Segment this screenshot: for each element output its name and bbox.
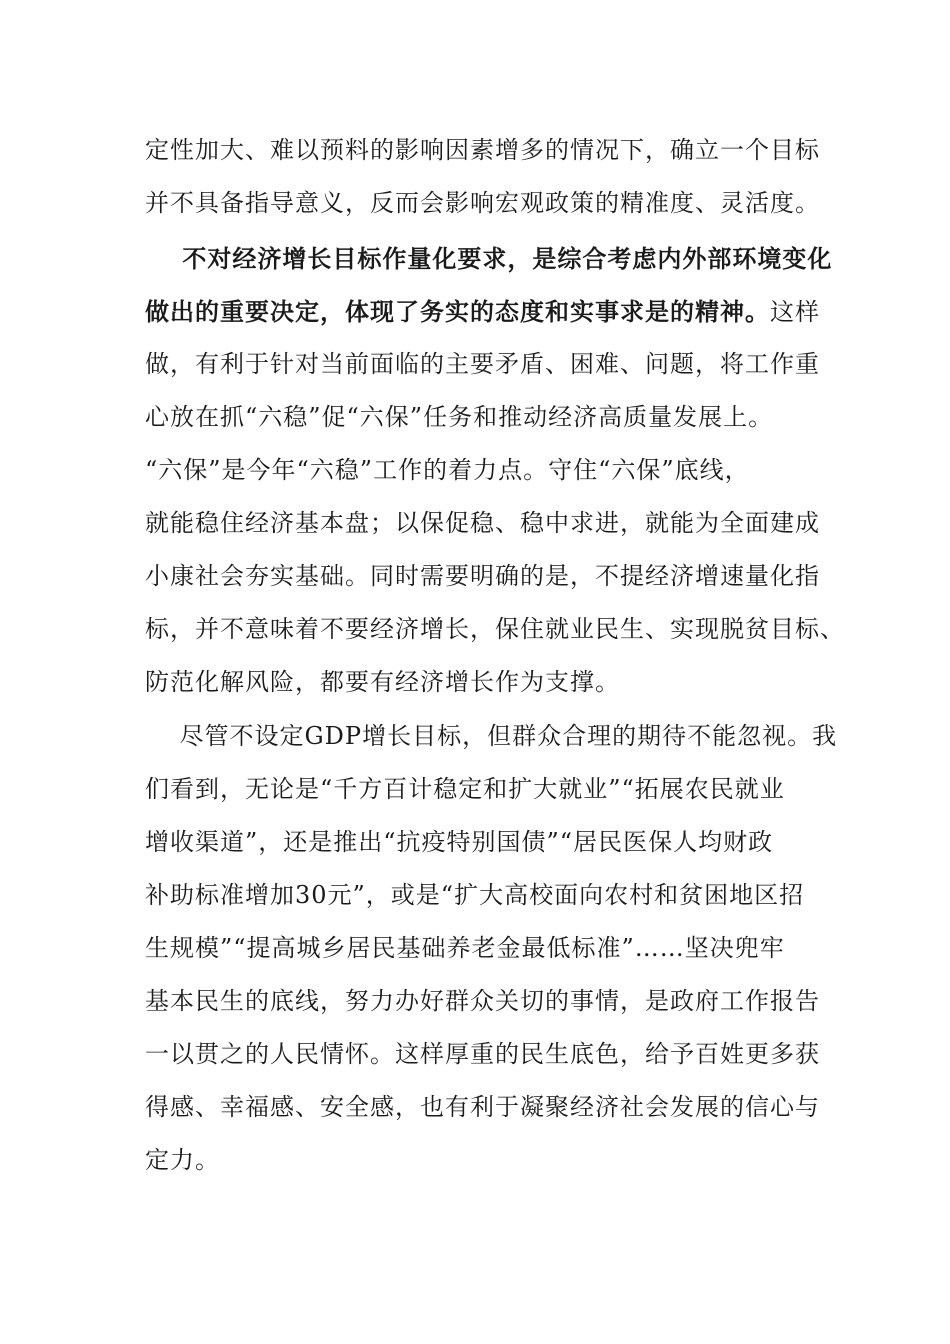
text-line [145,1081,825,1134]
text-line [145,550,825,603]
text-line [145,444,825,497]
text-run: 尽管不设定GDP增长目标，但群众合理的期待不能忽视。我 [145,722,838,750]
text-line [145,816,825,869]
text-run: 小康社会夯实基础。同时需要明确的是，不提经济增速量化指 [145,562,820,590]
text-run: 们看到，无论是“千方百计稳定和扩大就业”“拓展农民就业 [145,775,785,803]
text-line [145,338,825,391]
text-line [145,1028,825,1081]
text-line [145,869,825,922]
text-run: 定力。 [145,1146,220,1174]
text-run: 定性加大、难以预料的影响因素增多的情况下，确立一个目标 [145,136,820,164]
text-run: 做，有利于针对当前面临的主要矛盾、困难、问题，将工作重 [145,350,820,378]
text-run: 并不具备指导意义，反而会影响宏观政策的精准度、灵活度。 [145,189,820,217]
text-run: 标，并不意味着不要经济增长，保住就业民生、实现脱贫目标、 [145,615,845,643]
text-line [145,922,825,975]
paragraph-1 [145,124,825,230]
text-run: “六保”是今年“六稳”工作的着力点。守住“六保”底线， [145,456,750,484]
text-line [145,603,845,656]
text-line [145,710,838,763]
text-run: 基本民生的底线，努力办好群众关切的事情，是政府工作报告 [145,987,820,1015]
text-run: 补助标准增加30元”，或是“扩大高校面向农村和贫困地区招 [145,881,805,909]
text-run: 就能稳住经济基本盘；以保促稳、稳中求进，就能为全面建成 [145,509,820,537]
text-run: 防范化解风险，都要有经济增长作为支撑。 [145,668,620,696]
text-line [145,124,825,177]
text-run: 这样 [770,298,820,326]
bold-text-run: 不对经济增长目标作量化要求，是综合考虑内外部环境变化 [145,244,833,273]
paragraph-3 [145,710,838,1187]
text-run: 心放在抓“六稳”促“六保”任务和推动经济高质量发展上。 [145,403,774,431]
text-line [145,232,833,285]
text-line [145,497,825,550]
bold-text-run: 做出的重要决定，体现了务实的态度和实事求是的精神。 [145,297,770,326]
text-run: 一以贯之的人民情怀。这样厚重的民生底色，给予百姓更多获 [145,1040,820,1068]
text-line [145,763,825,816]
text-line [145,656,825,709]
text-run: 生规模”“提高城乡居民基础养老金最低标准”……坚决兜牢 [145,934,785,962]
text-run: 增收渠道”，还是推出“抗疫特别国债”“居民医保人均财政 [145,828,774,856]
text-line [145,177,825,230]
text-run: 得感、幸福感、安全感，也有利于凝聚经济社会发展的信心与 [145,1093,820,1121]
text-line [145,975,825,1028]
text-line [145,391,825,444]
paragraph-2 [145,232,845,709]
text-line [145,285,825,338]
text-line [145,1134,825,1187]
